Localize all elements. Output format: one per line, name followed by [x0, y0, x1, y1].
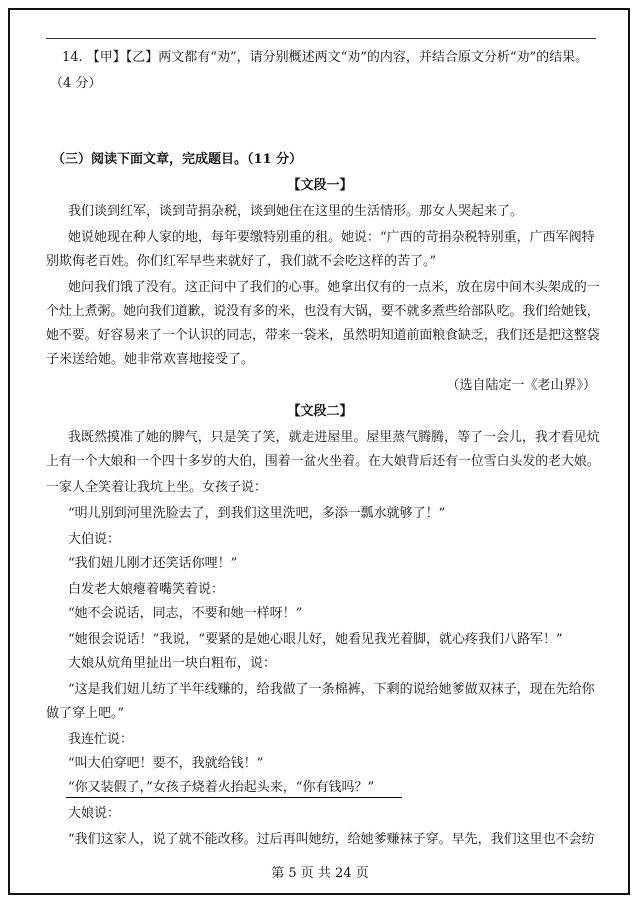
passage-2-line: 我连忙说： — [68, 732, 134, 747]
question-14-text: 14. 【甲】【乙】两文都有“劝”，请分别概述两文“劝”的内容，并结合原文分析“劝”的结果。 — [62, 50, 589, 65]
passage-1-line: 她问我们饿了没有。这正问中了我们的心事。她拿出仅有的一点米，放在房中间木头架成的一 — [68, 280, 600, 295]
passage-1-title: 【文段一】 — [287, 178, 353, 193]
passage-2-line: 大娘说： — [68, 806, 121, 821]
passage-2-line: “这是我们妞儿纺了半年线赚的，给我做了一条棉裤，下剩的说给她爹做双袜子，现在先给你 — [68, 682, 595, 697]
passage-2-line: “我们这家人，说了就不能改移。过后再叫她纺，给她爹赚袜子穿。早先，我们这里也不会纺 — [68, 832, 595, 847]
passage-2-line: 做了穿上吧。” — [46, 706, 125, 721]
passage-2-line: “明儿别到河里洗脸去了，到我们这里洗吧，多添一瓢水就够了！” — [68, 506, 446, 521]
passage-2-line: “我们妞儿刚才还笑话你哩！” — [68, 556, 238, 571]
passage-1-source: （选自陆定一《老山界》） — [446, 378, 596, 393]
question-14-score: （4 分） — [50, 76, 102, 91]
passage-2-line: 上有一个大娘和一个四十多岁的大伯，围着一盆火坐着。在大娘背后还有一位雪白头发的老大娘。 — [46, 454, 600, 469]
passage-2-line: 大娘从炕角里扯出一块白粗布，说： — [68, 656, 277, 671]
passage-2-line: 白发老大娘瘪着嘴笑着说： — [68, 582, 225, 597]
section-3-heading: （三）阅读下面文章，完成题目。（11 分） — [52, 152, 303, 167]
passage-1-line: 我们谈到红军，谈到苛捐杂税，谈到她住在这里的生活情形。那女人哭起来了。 — [68, 204, 524, 219]
passage-2-line: “她很会说话！”我说，“要紧的是她心眼儿好，她看见我光着脚，就心疼我们八路军！” — [68, 632, 563, 647]
passage-2-line: 我既然摸准了她的脾气，只是笑了笑，就走进屋里。屋里蒸气腾腾，等了一会儿，我才看见炕 — [68, 430, 600, 445]
passage-1-line: 她不要。好容易来了一个认识的同志，带来一袋米，虽然明知道前面粮食缺乏，我们还是把这整袋 — [46, 328, 600, 343]
passage-2-title: 【文段二】 — [287, 404, 353, 419]
passage-2-line: 大伯说： — [68, 532, 121, 547]
page-footer: 第 5 页 共 24 页 — [271, 866, 369, 881]
underline — [66, 797, 402, 798]
passage-1-line: 子米送给她。她非常欢喜地接受了。 — [46, 352, 255, 367]
passage-2-line: “她不会说话，同志，不要和她一样呀！” — [68, 606, 303, 621]
passage-2-line: 一家人全笑着让我坑上坐。女孩子说： — [46, 480, 268, 495]
passage-2-line: “叫大伯穿吧！要不，我就给钱！” — [68, 756, 264, 771]
passage-1-line: 她说她现在种人家的地，每年要缴特别重的租。她说：“广西的苛捐杂税特别重，广西军阀特 — [68, 230, 595, 245]
passage-1-line: 别欺侮老百姓。你们红军早些来就好了，我们就不会吃这样的苦了。” — [46, 254, 437, 269]
top-rule — [46, 38, 596, 39]
passage-2-underlined-line: “你又装假了，”女孩子烧着火抬起头来，“你有钱吗？” — [68, 780, 375, 795]
passage-1-line: 个灶上煮粥。她向我们道歉，说没有多的米，也没有大锅，要不就多煮些给部队吃。我们给她钱， — [46, 304, 600, 319]
